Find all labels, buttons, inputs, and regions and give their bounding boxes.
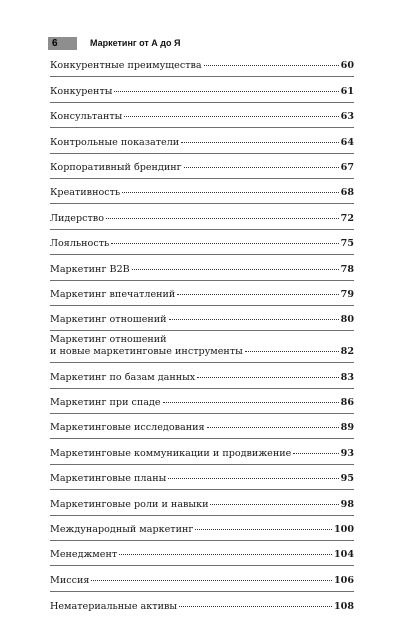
toc-entry[interactable] [50,230,354,255]
table-of-contents [50,52,354,617]
toc-entry[interactable] [50,541,354,566]
toc-entry-page: 60 [340,60,354,72]
dot-leader [111,243,338,244]
toc-entry-title: Международный маркетинг [50,524,194,536]
toc-entry-page: 93 [340,447,354,459]
toc-entry[interactable] [50,77,354,102]
toc-entry-page: 104 [333,549,354,561]
toc-entry-title: Консультанты [50,111,123,123]
toc-entry-title: Контрольные показатели [50,136,180,148]
toc-entry[interactable] [50,439,354,464]
toc-entry-title: Маркетинг при спаде [50,397,161,409]
toc-entry[interactable] [50,490,354,515]
toc-entry-page: 80 [340,314,354,326]
toc-entry[interactable] [50,566,354,591]
toc-entry-title: Миссия [50,574,90,586]
toc-entry-title: Маркетинговые коммуникации и продвижение [50,447,292,459]
toc-entry-page: 67 [340,161,354,173]
toc-entry[interactable] [50,306,354,331]
toc-entry[interactable] [50,128,354,153]
toc-entry-title: Маркетинговые исследования [50,422,205,434]
toc-entry[interactable] [50,52,354,77]
dot-leader [204,65,339,66]
dot-leader [184,167,339,168]
toc-entry-title: Конкуренты [50,85,113,97]
toc-entry-page: 95 [340,473,354,485]
dot-leader [91,580,332,581]
toc-entry[interactable] [50,103,354,128]
toc-entry-title: Менеджмент [50,549,118,561]
toc-entry-page: 72 [340,212,354,224]
toc-entry-title: Креативность [50,187,121,199]
toc-entry-title: Маркетинг по базам данных [50,371,196,383]
toc-entry-page: 106 [333,574,354,586]
toc-entry-page: 61 [340,85,354,97]
dot-leader [122,192,339,193]
toc-entry-title: Маркетинг впечатлений [50,288,176,300]
toc-entry[interactable] [50,592,354,617]
dot-leader [177,294,338,295]
toc-entry-page: 79 [340,288,354,300]
dot-leader [293,453,338,454]
toc-entry-page: 64 [340,136,354,148]
toc-entry-title: Конкурентные преимущества [50,60,202,72]
toc-entry-title: Корпоративный брендинг [50,161,182,173]
toc-entry[interactable] [50,414,354,439]
toc-entry-page: 82 [340,346,354,358]
toc-entry-title: Маркетинговые планы [50,473,167,485]
toc-entry[interactable] [50,363,354,388]
toc-entry-page: 89 [340,422,354,434]
toc-entry[interactable] [50,389,354,414]
toc-entry-title: Маркетинговые роли и навыки [50,498,209,510]
dot-leader [245,351,339,352]
toc-entry[interactable] [50,255,354,280]
toc-entry-title: Маркетинг B2B [50,263,130,275]
toc-entry-page: 108 [333,601,354,613]
dot-leader [197,377,338,378]
toc-entry[interactable] [50,204,354,229]
dot-leader [207,427,339,428]
page-number: 6 [48,37,77,50]
toc-entry-page: 75 [340,238,354,250]
toc-entry-title-line1: Маркетинг отношений [50,334,167,346]
dot-leader [210,504,338,505]
toc-entry-page: 83 [340,371,354,383]
dot-leader [124,116,338,117]
dot-leader [179,606,332,607]
toc-entry-page: 98 [340,498,354,510]
toc-entry[interactable] [50,465,354,490]
dot-leader [119,554,332,555]
toc-entry-page: 86 [340,397,354,409]
running-title: Маркетинг от А до Я [90,38,181,48]
dot-leader [195,529,332,530]
toc-entry-title: Нематериальные активы [50,601,177,613]
toc-entry[interactable] [50,516,354,541]
toc-entry[interactable] [50,154,354,179]
dot-leader [106,218,339,219]
toc-entry[interactable] [50,179,354,204]
toc-entry-title: Маркетинг отношений [50,314,167,326]
toc-entry-title: и новые маркетинговые инструменты [50,346,243,358]
dot-leader [132,269,339,270]
toc-entry-title: Лояльность [50,238,110,250]
dot-leader [169,319,339,320]
toc-entry-page: 100 [333,524,354,536]
toc-entry-title: Лидерство [50,212,104,224]
toc-entry-page: 68 [340,187,354,199]
dot-leader [168,478,338,479]
dot-leader [163,402,339,403]
toc-entry-page: 78 [340,263,354,275]
dot-leader [181,142,338,143]
running-header [48,37,358,50]
toc-entry[interactable] [50,281,354,306]
toc-entry-page: 63 [340,111,354,123]
dot-leader [114,91,338,92]
toc-entry[interactable] [50,331,354,363]
